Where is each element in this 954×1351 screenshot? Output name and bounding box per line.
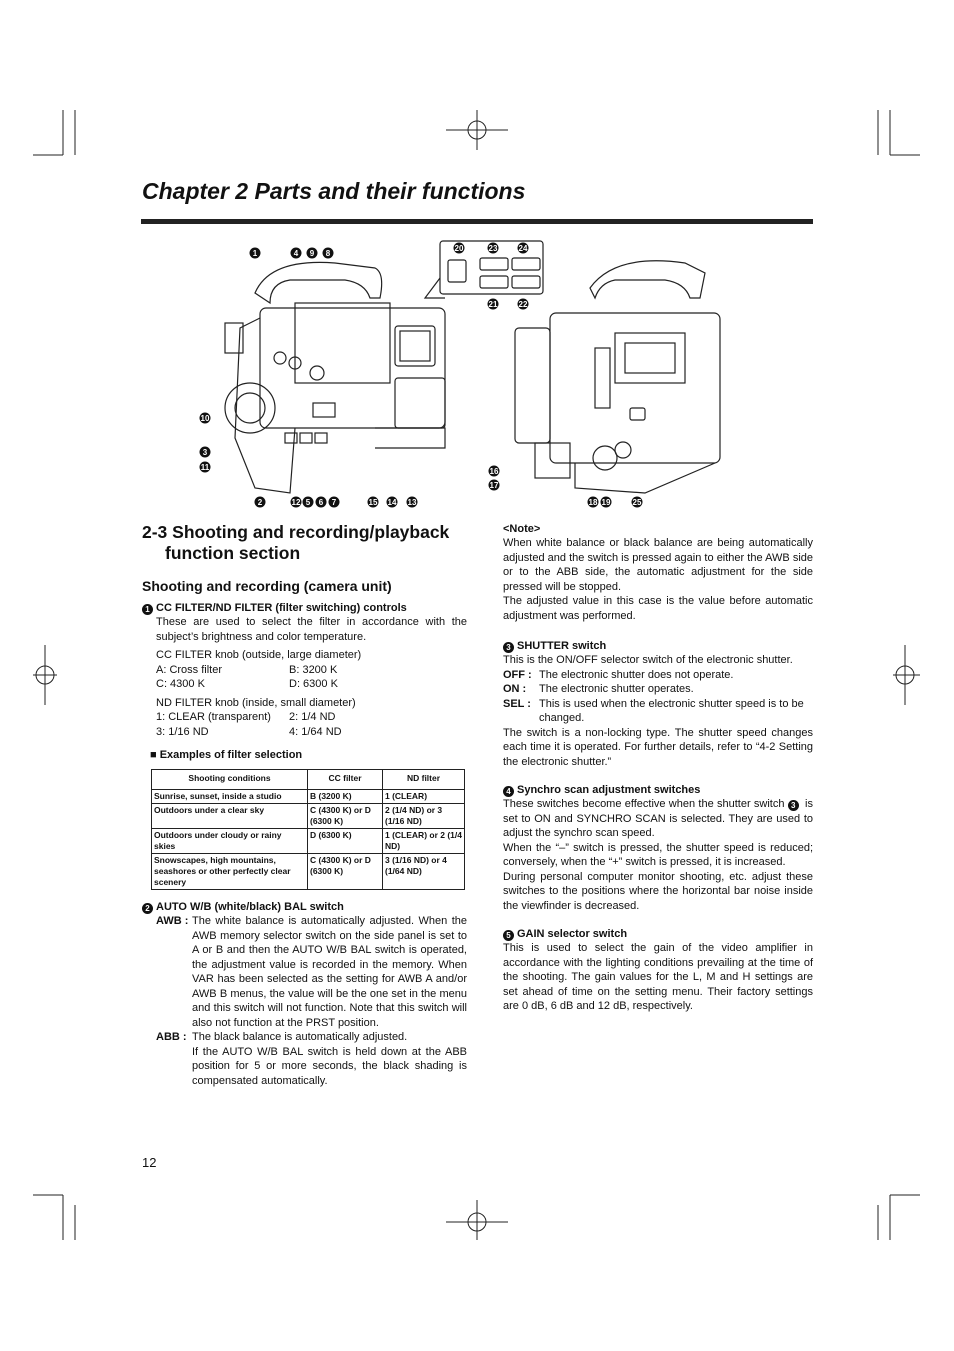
section-subtitle: Shooting and recording (camera unit) bbox=[142, 578, 392, 594]
callout-11: 11 bbox=[200, 463, 210, 472]
table-row: Sunrise, sunset, inside a studio B (3200 K) 1 (CLEAR) bbox=[152, 790, 465, 804]
item3-desc: This is the ON/OFF selector switch of the electronic shutter. bbox=[503, 654, 793, 666]
callout-8: 8 bbox=[325, 249, 331, 258]
chapter-title: Chapter 2 Parts and their functions bbox=[142, 178, 526, 204]
shutter-options: OFF : The electronic shutter does not operate. ON : The electronic shutter operates. SEL : This is used when the electronic shutter speed is to be changed. bbox=[503, 668, 804, 724]
callout-20: 20 bbox=[454, 244, 464, 253]
cc-filter-options: A: Cross filter B: 3200 K C: 4300 K D: 6300 K bbox=[156, 663, 338, 690]
item1-number: 1 bbox=[142, 604, 153, 615]
left-column bbox=[142, 522, 467, 1088]
callout-12: 12 bbox=[291, 498, 301, 507]
abb-label: ABB : bbox=[156, 1031, 187, 1043]
callout-13: 13 bbox=[407, 498, 417, 507]
note-text: When white balance or black balance are being automatically adjusted and the switch is pressed again to either the AWB side or to the ABB side, the automatic adjustment for the side pressed will be stopped. bbox=[503, 537, 813, 593]
section-number: 2-3 bbox=[142, 522, 168, 542]
chapter-rule bbox=[141, 219, 813, 224]
item5-number: 5 bbox=[503, 930, 514, 941]
page-number: 12 bbox=[142, 1155, 157, 1170]
callout-5: 5 bbox=[305, 498, 311, 507]
item3-desc-2: The switch is a non-locking type. The shutter speed changes each time it is operated. For further details, refer to “4-2 Setting the electronic shutter.” bbox=[503, 726, 813, 768]
awb-text: The white balance is automatically adjusted. When the AWB memory selector switch on the side panel is set to A or B and then the AUTO W/B BAL switch is operated, the adjustment value is recorded in the memory. When VAR has been selected as the setting for AWB A and/or AWB B menus, the value will be the one set in the menu and this switch will not function. Note that this switch will also not function at the PRST position. bbox=[192, 915, 467, 1029]
item4-desc-2: When the “–” switch is pressed, the shutter speed is reduced; conversely, when the “+” switch is pressed, it is increased. bbox=[503, 841, 813, 868]
callout-19: 19 bbox=[601, 498, 611, 507]
note-heading: <Note> bbox=[503, 523, 541, 535]
filter-examples-heading: ■ Examples of filter selection bbox=[150, 749, 303, 761]
item1-desc: These are used to select the filter in accordance with the subject’s brightness and color temperature. bbox=[156, 616, 467, 643]
item3-number: 3 bbox=[503, 642, 514, 653]
item4-number: 4 bbox=[503, 786, 514, 797]
awb-label: AWB : bbox=[156, 915, 189, 927]
callout-4: 4 bbox=[293, 249, 299, 258]
section-title-line1: Shooting and recording/playback bbox=[172, 522, 450, 542]
nd-filter-head: ND FILTER knob (inside, small diameter) bbox=[156, 696, 356, 709]
abb-text: The black balance is automatically adjusted. bbox=[192, 1031, 408, 1043]
camera-diagram bbox=[195, 238, 755, 513]
table-row: Outdoors under cloudy or rainy skies D (6300 K) 1 (CLEAR) or 2 (1/4 ND) bbox=[152, 829, 465, 854]
callout-23: 23 bbox=[488, 244, 498, 253]
section-title-line2: function section bbox=[165, 543, 301, 563]
callout-10: 10 bbox=[200, 414, 210, 423]
callout-2: 2 bbox=[257, 498, 263, 507]
callout-18: 18 bbox=[588, 498, 598, 507]
filter-examples-table bbox=[151, 769, 465, 890]
item3-title: 3 SHUTTER switch bbox=[503, 639, 813, 653]
table-row: Outdoors under a clear sky C (4300 K) or D (6300 K) 2 (1/4 ND) or 3 (1/16 ND) bbox=[152, 804, 465, 829]
callout-1: 1 bbox=[252, 249, 258, 258]
note-text-2: The adjusted value in this case is the value before automatic adjustment was performed. bbox=[503, 595, 813, 622]
callout-3: 3 bbox=[202, 448, 208, 457]
right-column bbox=[503, 522, 813, 1014]
table-header: ND filter bbox=[383, 770, 465, 790]
item1-title: 1 CC FILTER/ND FILTER (filter switching) controls bbox=[142, 601, 467, 615]
section-title bbox=[142, 522, 467, 564]
table-row: Snowscapes, high mountains, seashores or other perfectly clear scenery C (4300 K) or D (6300 K) 3 (1/16 ND) or 4 (1/64 ND) bbox=[152, 854, 465, 890]
callout-24: 24 bbox=[518, 244, 528, 253]
callout-22: 22 bbox=[518, 300, 528, 309]
callout-25: 25 bbox=[632, 498, 642, 507]
callout-9: 9 bbox=[309, 249, 315, 258]
item5-desc: This is used to select the gain of the video amplifier in accordance with the lighting conditions prevailing at the time of the shooting. The gain values for the L, M and H settings are set ahead of time on the setting menu. Their factory settings are 0 dB, 6 dB and 12 dB, respectively. bbox=[503, 942, 813, 1012]
item2-title: 2 AUTO W/B (white/black) BAL switch bbox=[142, 900, 467, 914]
cc-filter-head: CC FILTER knob (outside, large diameter) bbox=[156, 649, 362, 661]
awb-abb-definitions bbox=[142, 914, 467, 1088]
item2-number: 2 bbox=[142, 903, 153, 914]
abb-text-2: If the AUTO W/B BAL switch is held down at the ABB position for 5 or more seconds, the black shading is compensated automatically. bbox=[192, 1045, 467, 1087]
callout-14: 14 bbox=[387, 498, 397, 507]
item5-title: 5 GAIN selector switch bbox=[503, 927, 813, 941]
callout-17: 17 bbox=[489, 481, 499, 490]
callout-15: 15 bbox=[368, 498, 378, 507]
callout-markers bbox=[200, 243, 643, 508]
callout-16: 16 bbox=[489, 467, 499, 476]
item4-title: 4 Synchro scan adjustment switches bbox=[503, 783, 813, 797]
nd-filter-options: 1: CLEAR (transparent) 2: 1/4 ND 3: 1/16 ND 4: 1/64 ND bbox=[156, 711, 342, 738]
item4-ref-3: 3 bbox=[788, 800, 799, 811]
callout-21: 21 bbox=[488, 300, 498, 309]
callout-7: 7 bbox=[331, 498, 337, 507]
table-header: Shooting conditions bbox=[152, 770, 308, 790]
item4-desc-3: During personal computer monitor shooting, etc. adjust these switches to the positions where the horizontal bar noise inside the viewfinder is decreased. bbox=[503, 870, 813, 912]
table-header: CC filter bbox=[308, 770, 383, 790]
item4-desc: These switches become effective when the shutter switch 3 is set to ON and SYNCHRO SCAN is selected. They are used to adjust the synchro scan speed. bbox=[503, 798, 813, 839]
callout-6: 6 bbox=[318, 498, 324, 507]
